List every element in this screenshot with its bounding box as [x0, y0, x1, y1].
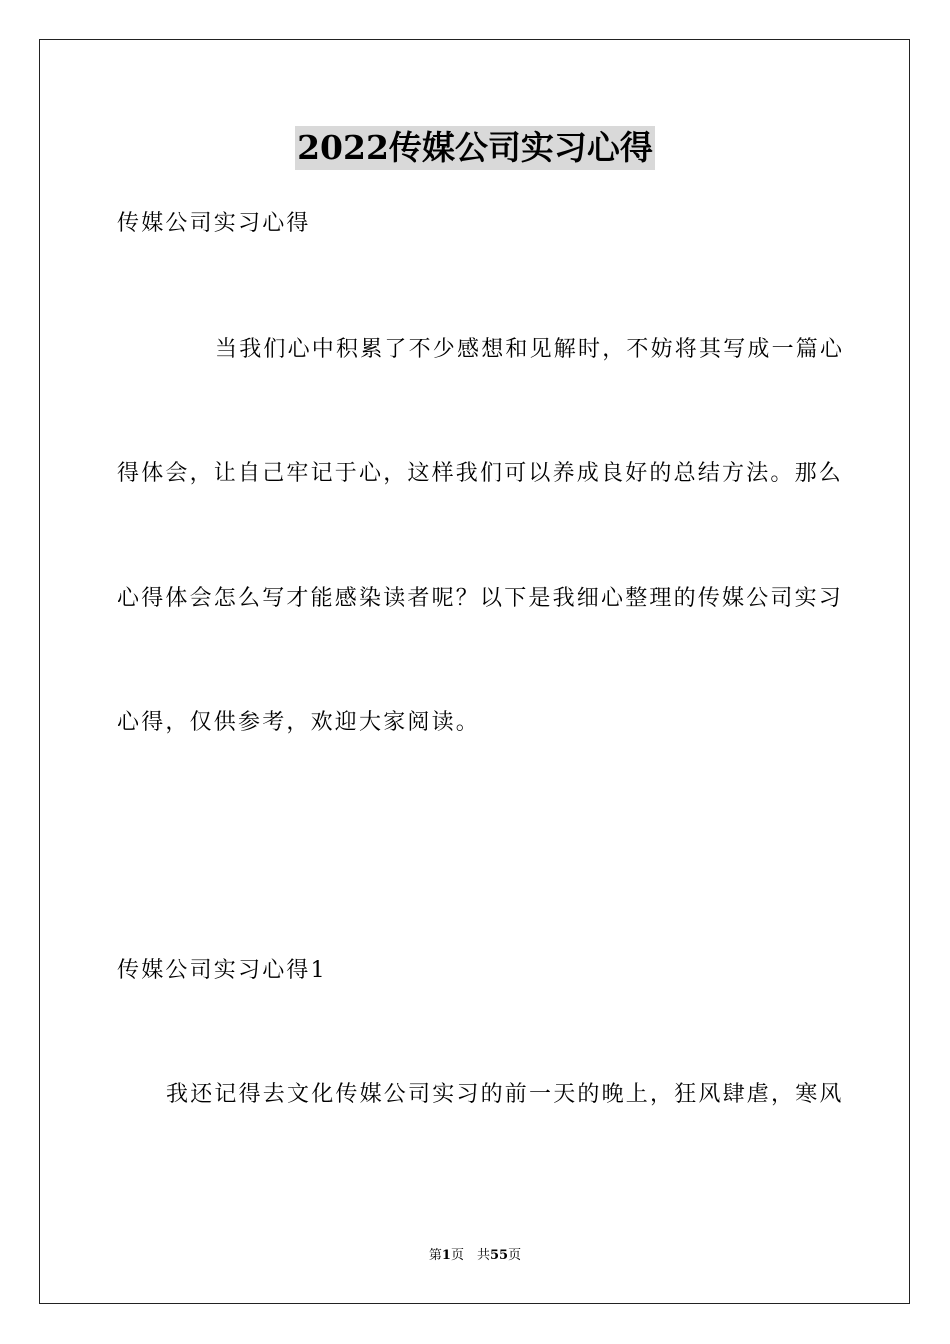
page-footer — [0, 1247, 950, 1265]
section-line-1: 我还记得去文化传媒公司实习的前一天的晚上，狂风肆虐，寒风 — [166, 1082, 844, 1107]
document-subtitle: 传媒公司实习心得 — [117, 211, 311, 236]
intro-line-4: 心得，仅供参考，欢迎大家阅读。 — [117, 710, 481, 735]
footer-page-current: 1 — [441, 1248, 451, 1263]
intro-line-1: 当我们心中积累了不少感想和见解时，不妨将其写成一篇心 — [215, 337, 845, 362]
footer-page-total: 55 — [489, 1248, 509, 1263]
title-container — [0, 126, 950, 170]
footer-page-suffix: 页 — [508, 1248, 522, 1263]
footer-page-mid: 页 共 — [450, 1248, 490, 1263]
footer-page-prefix: 第 — [428, 1248, 442, 1263]
intro-line-2: 得体会，让自己牢记于心，这样我们可以养成良好的总结方法。那么 — [117, 461, 844, 486]
document-title: 2022传媒公司实习心得 — [295, 126, 655, 170]
intro-line-3: 心得体会怎么写才能感染读者呢？以下是我细心整理的传媒公司实习 — [117, 586, 844, 611]
section-heading: 传媒公司实习心得1 — [117, 958, 327, 983]
